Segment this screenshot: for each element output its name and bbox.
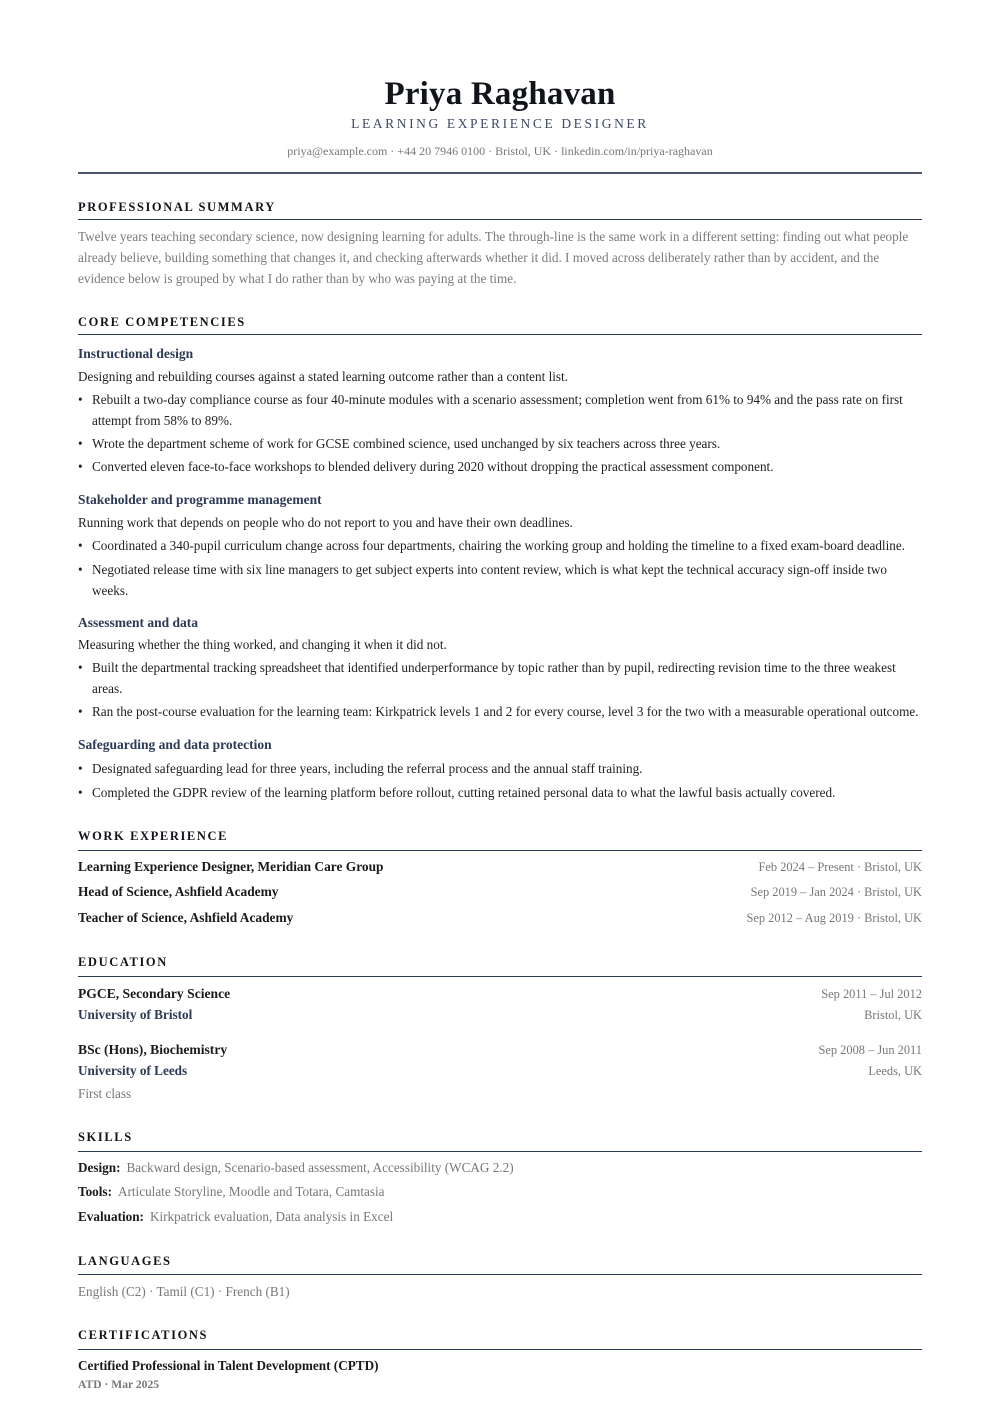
competency-bullet: • Converted eleven face-to-face workshops to blended delivery during 2020 without dropping the practical assessment component. [78,456,922,477]
education-dates: Sep 2008 – Jun 2011 [818,1043,922,1057]
skill-value: Kirkpatrick evaluation, Data analysis in Excel [149,1209,394,1224]
certifications-section-title: CERTIFICATIONS [78,1328,209,1342]
experience-section-title: WORK EXPERIENCE [78,829,229,843]
competency-heading: Instructional design [78,346,194,361]
competency-bullet: • Designated safeguarding lead for three years, including the referral process and the annual staff training. [78,758,922,779]
education-entry [78,1062,922,1080]
summary-text: Twelve years teaching secondary science, now designing learning for adults. The through-line is the same work in a different setting: finding out what people already believe, building something that changes it, and checking afterwards whether it did. I moved across deliberately rather than by accident, and the evidence below is grouped by what I do rather than by who was paying at the time. [78,229,909,286]
job-title: Learning Experience Designer, Meridian Care Group [78,859,384,874]
competency-heading: Safeguarding and data protection [78,737,272,752]
competency-bullet: • Completed the GDPR review of the learning platform before rollout, cutting retained personal data to what the lawful basis actually covered. [78,782,922,803]
competency-bullet: • Ran the post-course evaluation for the learning team: Kirkpatrick levels 1 and 2 for every course, level 3 for the two with a measurable operational outcome. [78,701,922,722]
competency-heading: Stakeholder and programme management [78,492,322,507]
skill-value: Articulate Storyline, Moodle and Totara, Camtasia [117,1184,385,1199]
competency-heading: Assessment and data [78,615,199,630]
degree: PGCE, Secondary Science [78,986,231,1001]
competency-lead: Running work that depends on people who do not report to you and have their own deadlines. [78,515,573,530]
certifications-divider [78,1349,922,1350]
job-entry [78,883,922,901]
skills-section-title: SKILLS [78,1130,133,1144]
degree: BSc (Hons), Biochemistry [78,1042,228,1057]
competencies-section-title: CORE COMPETENCIES [78,315,246,329]
job-meta: Sep 2019 – Jan 2024 · Bristol, UK [750,885,922,899]
job-meta: Feb 2024 – Present · Bristol, UK [758,860,922,874]
job-entry [78,909,922,927]
candidate-role: LEARNING EXPERIENCE DESIGNER [351,116,649,131]
skill-line [78,1159,922,1177]
education-location: Bristol, UK [864,1008,922,1022]
school: University of Bristol [78,1007,193,1022]
skill-value: Backward design, Scenario-based assessment, Accessibility (WCAG 2.2) [126,1160,514,1175]
skills-divider [78,1151,922,1152]
languages-section-title: LANGUAGES [78,1254,172,1268]
summary-section-title: PROFESSIONAL SUMMARY [78,200,276,214]
certification-name: Certified Professional in Talent Development (CPTD) [78,1358,379,1373]
competency-bullet: • Rebuilt a two-day compliance course as four 40-minute modules with a scenario assessment; completion went from 61% to 94% and the pass rate on first attempt from 58% to 89%. [78,389,922,431]
education-section-title: EDUCATION [78,955,168,969]
certification-meta: ATD · Mar 2025 [78,1378,160,1391]
experience-divider [78,850,922,851]
job-title: Teacher of Science, Ashfield Academy [78,910,294,925]
skill-label: Design: [78,1160,121,1175]
competency-bullet: • Wrote the department scheme of work for GCSE combined science, used unchanged by six teachers across three years. [78,433,922,454]
education-location: Leeds, UK [868,1064,922,1078]
school: University of Leeds [78,1063,188,1078]
education-divider [78,976,922,977]
education-note: First class [78,1086,132,1101]
summary-divider [78,219,922,220]
competency-bullet: • Coordinated a 340-pupil curriculum change across four departments, chairing the working group and holding the timeline to a fixed exam-board deadline. [78,535,922,556]
education-entry [78,1006,922,1024]
languages-list: English (C2) · Tamil (C1) · French (B1) [78,1284,290,1299]
competency-bullet: • Built the departmental tracking spreadsheet that identified underperformance by topic rather than by pupil, redirecting revision time to the three weakest areas. [78,657,922,699]
competency-lead: Designing and rebuilding courses against a stated learning outcome rather than a content list. [78,369,568,384]
skill-label: Tools: [78,1184,112,1199]
competency-lead: Measuring whether the thing worked, and changing it when it did not. [78,637,447,652]
contact-line: priya@example.com · +44 20 7946 0100 · Bristol, UK · linkedin.com/in/priya-raghavan [287,144,713,158]
education-entry [78,1041,922,1059]
languages-divider [78,1274,922,1275]
job-meta: Sep 2012 – Aug 2019 · Bristol, UK [746,911,922,925]
competency-bullet: • Negotiated release time with six line managers to get subject experts into content review, which is what kept the technical accuracy sign-off inside two weeks. [78,559,922,601]
education-entry [78,985,922,1003]
competencies-divider [78,334,922,335]
education-dates: Sep 2011 – Jul 2012 [821,987,922,1001]
candidate-name: Priya Raghavan [384,76,616,112]
job-entry [78,858,922,876]
skill-label: Evaluation: [78,1209,144,1224]
skill-line [78,1183,922,1201]
job-title: Head of Science, Ashfield Academy [78,884,279,899]
header-divider [78,172,922,174]
skill-line [78,1208,922,1226]
